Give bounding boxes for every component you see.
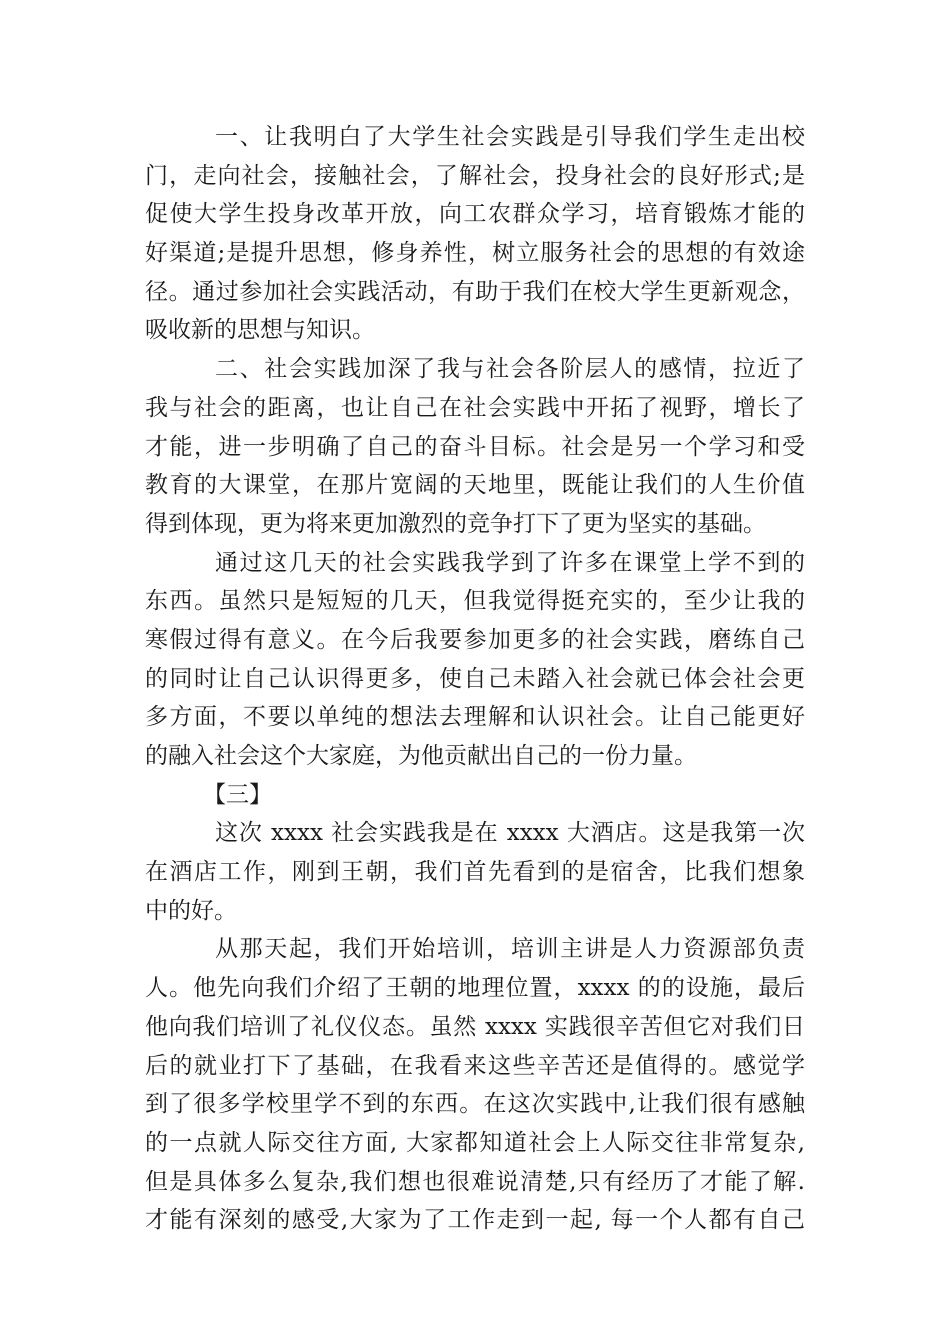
text-line: 得到体现，更为将来更加激烈的竞争打下了更为坚实的基础。 (145, 510, 766, 537)
text-line: 的融入社会这个大家庭，为他贡献出自己的一份力量。 (145, 743, 697, 769)
text-line: 二、社会实践加深了我与社会各阶层人的感情，拉近了 (215, 356, 805, 383)
text-line: 通过这几天的社会实践我学到了许多在课堂上学不到的 (215, 549, 805, 576)
text-line: 人。他先向我们介绍了王朝的地理位置，xxxx 的的设施，最后 (145, 975, 805, 1002)
text-line: 我与社会的距离，也让自己在社会实践中开拓了视野，增长了 (145, 394, 805, 421)
text-line: 教育的大课堂，在那片宽阔的天地里，既能让我们的人生价值 (145, 472, 805, 499)
text-line: 好渠道;是提升思想，修身养性，树立服务社会的思想的有效途 (145, 240, 805, 267)
text-line: 促使大学生投身改革开放，向工农群众学习，培育锻炼才能的 (145, 201, 805, 228)
text-line: 东西。虽然只是短短的几天，但我觉得挺充实的，至少让我的 (145, 588, 805, 615)
text-line: 中的好。 (145, 897, 237, 924)
section-heading: 【三】 (203, 781, 272, 808)
text-line: 径。通过参加社会实践活动，有助于我们在校大学生更新观念， (145, 278, 805, 305)
text-line: 多方面，不要以单纯的想法去理解和认识社会。让自己能更好 (145, 704, 805, 731)
text-line: 门，走向社会，接触社会，了解社会，投身社会的良好形式;是 (145, 162, 805, 189)
text-line: 吸收新的思想与知识。 (145, 317, 375, 344)
text-line: 到了很多学校里学不到的东西。在这次实践中,让我们很有感触 (145, 1091, 805, 1118)
text-line: 但是具体多么复杂,我们想也很难说清楚,只有经历了才能了解. (145, 1168, 805, 1195)
text-line: 寒假过得有意义。在今后我要参加更多的社会实践，磨练自己 (145, 626, 805, 653)
text-line: 才能有深刻的感受,大家为了工作走到一起, 每一个人都有自己 (145, 1207, 805, 1234)
text-line: 一、让我明白了大学生社会实践是引导我们学生走出校 (215, 124, 805, 150)
text-line: 他向我们培训了礼仪仪态。虽然 xxxx 实践很辛苦但它对我们日 (145, 1013, 805, 1040)
text-line: 在酒店工作，刚到王朝，我们首先看到的是宿舍，比我们想象 (145, 859, 805, 886)
text-line: 的一点就人际交往方面, 大家都知道社会上人际交往非常复杂, (145, 1129, 805, 1156)
text-line: 从那天起，我们开始培训，培训主讲是人力资源部负责 (215, 936, 805, 963)
document-body (145, 118, 805, 1240)
text-line: 的同时让自己认识得更多，使自己未踏入社会就已体会社会更 (145, 665, 805, 692)
text-line: 这次 xxxx 社会实践我是在 xxxx 大酒店。这是我第一次 (215, 820, 805, 847)
text-line: 才能，进一步明确了自己的奋斗目标。社会是另一个学习和受 (145, 433, 805, 460)
text-line: 后的就业打下了基础，在我看来这些辛苦还是值得的。感觉学 (145, 1052, 805, 1079)
